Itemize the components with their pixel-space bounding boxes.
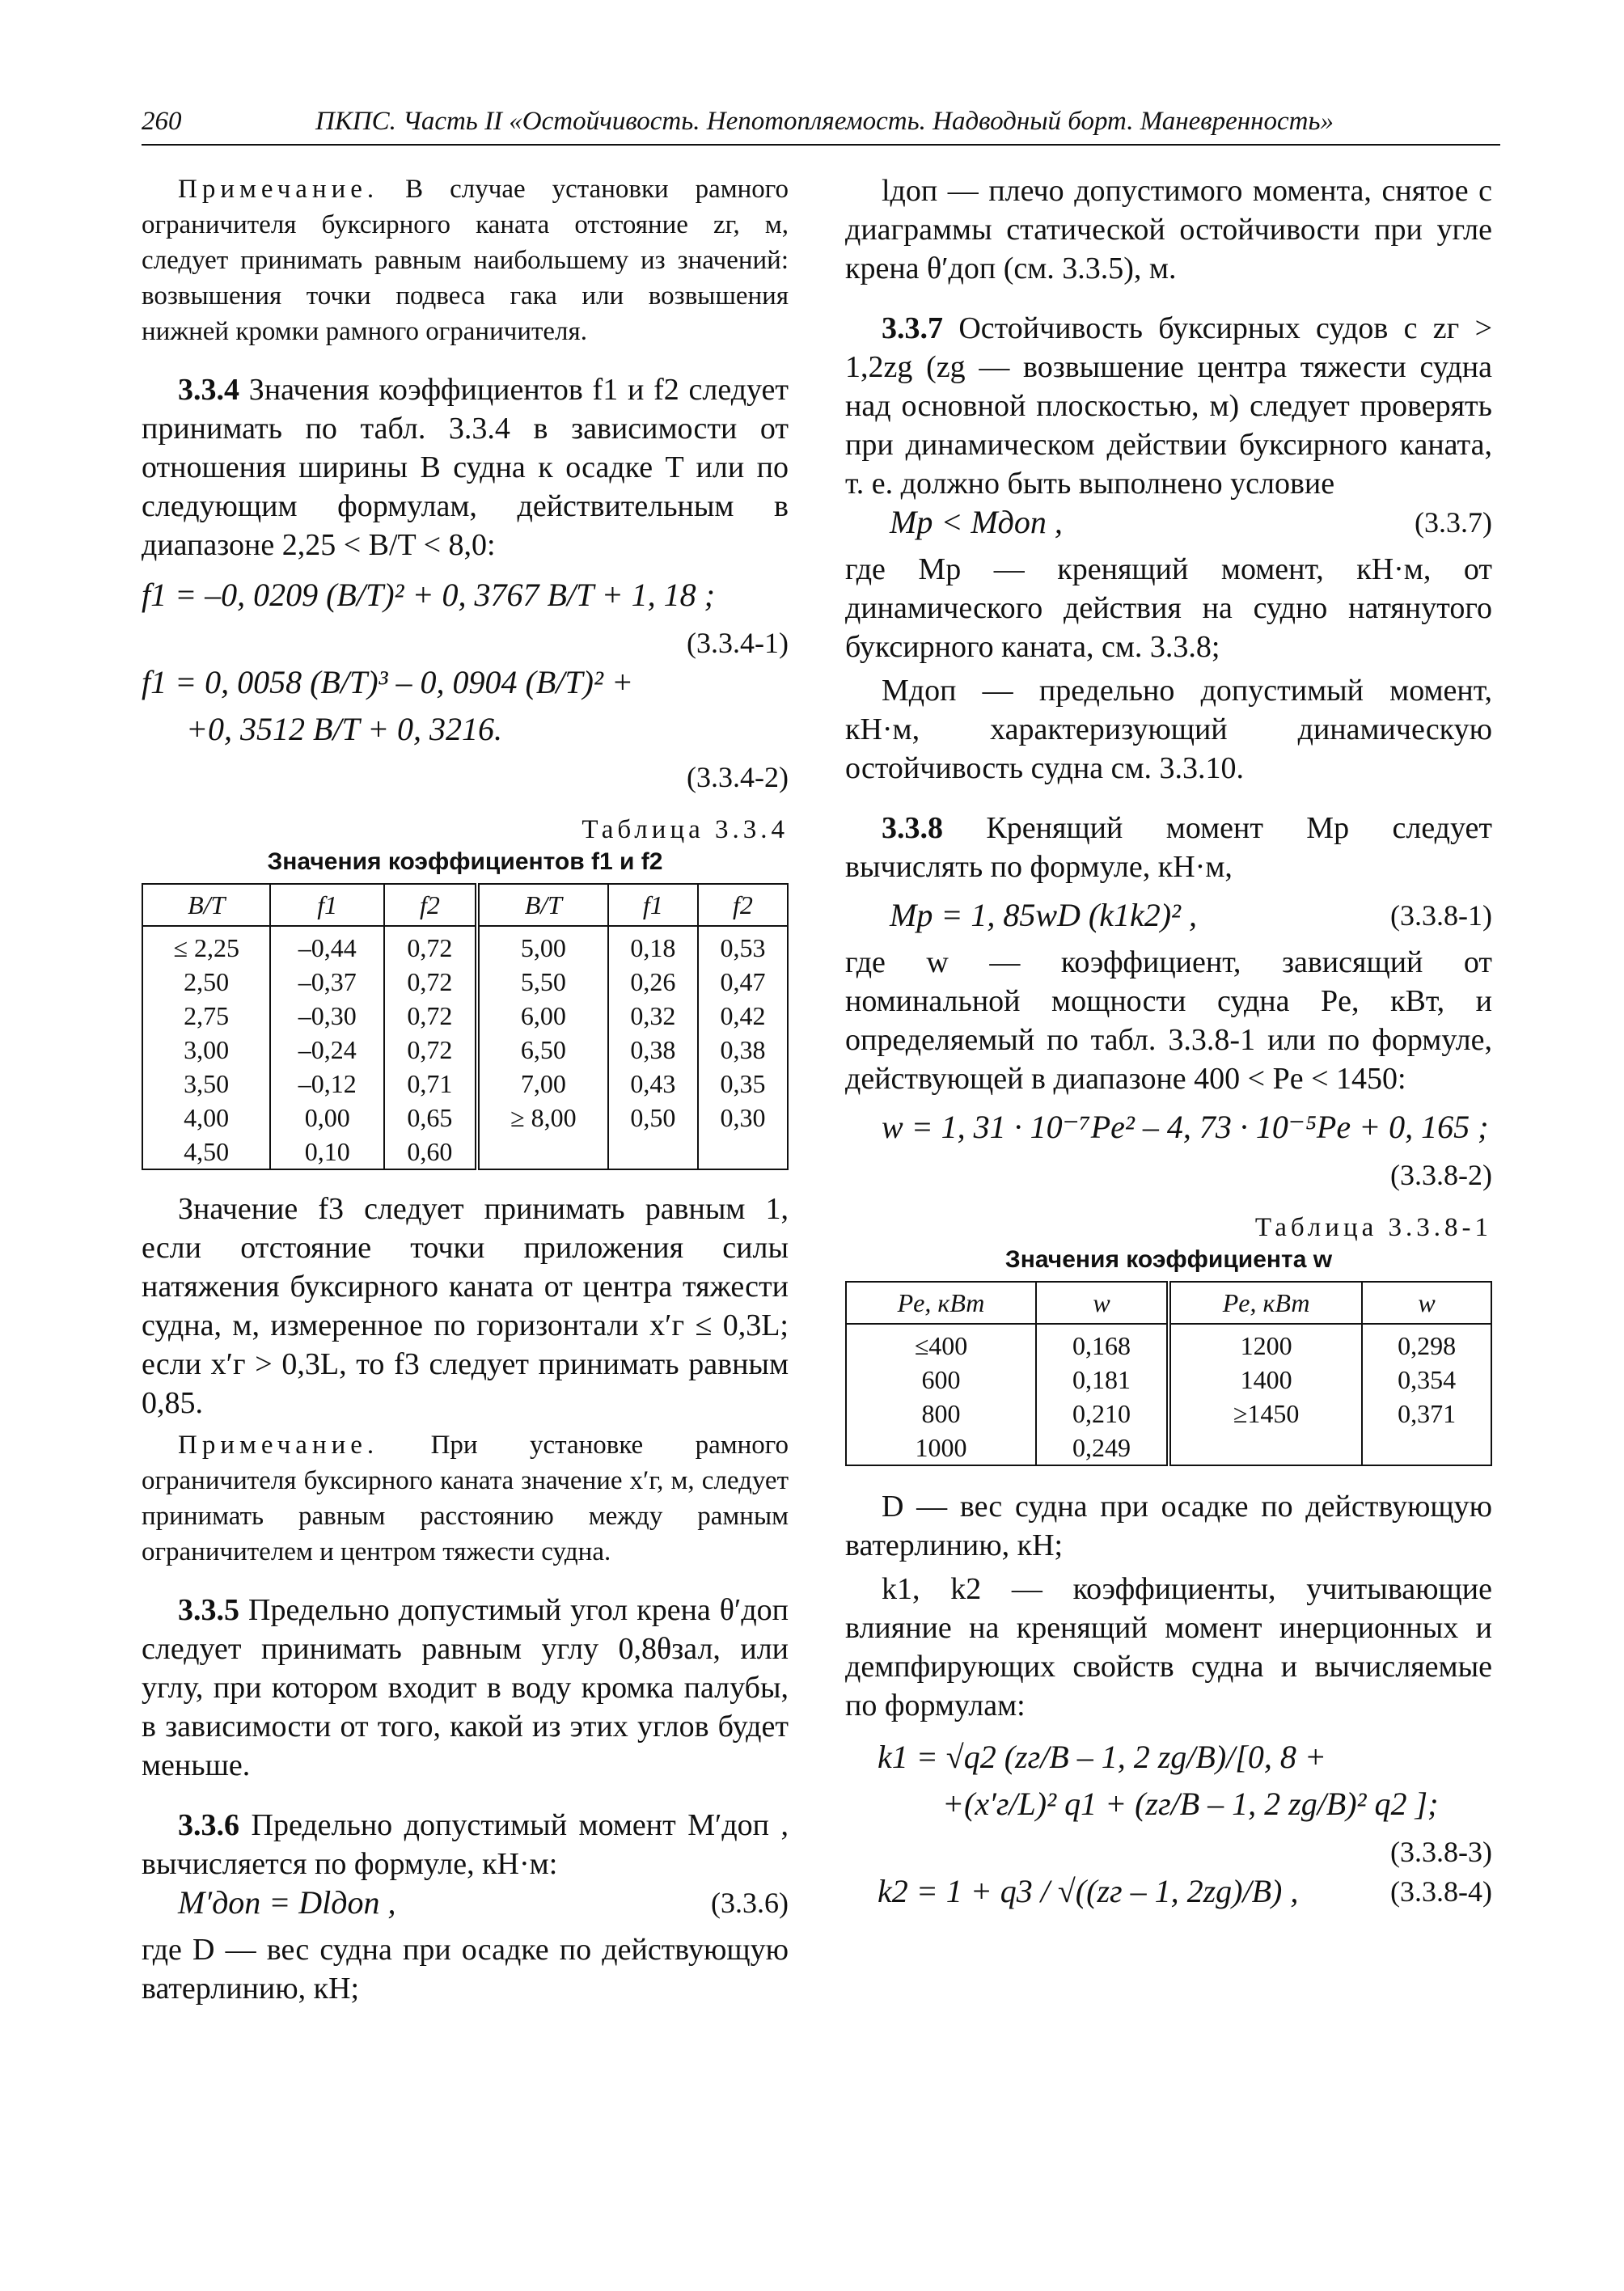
- table-row: 800 0,210 ≥1450 0,371: [846, 1397, 1491, 1431]
- table-caption: Таблица 3.3.8-1: [1254, 1213, 1492, 1242]
- table-header: Pе, кВт: [846, 1282, 1036, 1324]
- formula-3-3-4-1: f1 = –0, 0209 (B/T)² + 0, 3767 B/T + 1, 18 ;: [142, 577, 715, 613]
- left-column: [142, 171, 789, 2008]
- page-header: [142, 104, 1500, 146]
- w-coefficient-table: [845, 1281, 1492, 1466]
- section-3-3-6: 3.3.6 Предельно допустимый момент M′доп , вычисляется по формуле, кН·м:: [142, 1808, 789, 1881]
- table-header: B/T: [142, 884, 270, 926]
- table-row: 3,00 –0,24 0,72 6,50 0,38 0,38: [142, 1033, 788, 1067]
- formula-3-3-6: M′доп = Dlдоп , (3.3.6): [178, 1884, 789, 1921]
- section-3-3-7: 3.3.7 Остойчивость буксирных судов с zг > 1,2zg (zg — возвышение центра тяжести судна над основной плоскостью, м) следует проверять при динамическом действии буксирного каната, т. е. должно быть выполнено условие: [845, 311, 1493, 501]
- table-row: 4,00 0,00 0,65 ≥ 8,00 0,50 0,30: [142, 1101, 788, 1135]
- table-header: f2: [698, 884, 788, 926]
- formula-3-3-8-3-line2: +(x′г/L)² q1 + (zг/B – 1, 2 zg/B)² q2 ];: [942, 1786, 1439, 1822]
- table-row: ≤400 0,168 1200 0,298: [846, 1324, 1491, 1363]
- section-3-3-8: 3.3.8 Кренящий момент Mр следует вычислять по формуле, кН·м,: [845, 811, 1492, 884]
- right-column: [845, 171, 1492, 1919]
- formula-3-3-7: Mр < Mдоп , (3.3.7): [890, 504, 1492, 540]
- formula-number-3-3-8-2: (3.3.8-2): [1390, 1159, 1492, 1191]
- table-title: Значения коэффициента w: [1004, 1246, 1333, 1273]
- running-title: ПКПС. Часть II «Остойчивость. Непотопляемость. Надводный борт. Маневренность»: [315, 107, 1334, 136]
- mp-definition: где Mр — кренящий момент, кН·м, от динамического действия на судно натянутого буксирного каната, см. 3.3.8;: [845, 552, 1492, 664]
- note-2: Примечание. При установке рамного ограничителя буксирного каната значение x′г, м, следует принимать равным расстоянию между рамным ограничителем и центром тяжести судна.: [142, 1431, 789, 1566]
- formula-3-3-8-3-line1: k1 = √q2 (zг/B – 1, 2 zg/B)/[0, 8 +: [878, 1739, 1326, 1775]
- ldop-definition: lдоп — плечо допустимого момента, снятое с диаграммы статической остойчивости при угле крена θ′доп (см. 3.3.5), м.: [845, 174, 1492, 285]
- note-1: Примечание. В случае установки рамного ограничителя буксирного каната отстояние zг, м, следует принимать равным наибольшему из значений: возвышения точки подвеса гака или возвышения нижней кромки рамного ограничителя.: [142, 175, 789, 346]
- formula-3-3-4-2-line1: f1 = 0, 0058 (B/T)³ – 0, 0904 (B/T)² +: [142, 664, 633, 700]
- table-header: w: [1362, 1282, 1491, 1324]
- table-header: f2: [384, 884, 477, 926]
- k-definition: k1, k2 — коэффициенты, учитывающие влияние на кренящий момент инерционных и демпфирующих свойств судна и вычисляемые по формулам:: [845, 1572, 1492, 1722]
- table-header: f1: [608, 884, 698, 926]
- table-row: 2,50 –0,37 0,72 5,50 0,26 0,47: [142, 965, 788, 999]
- formula-number-3-3-8-3: (3.3.8-3): [1390, 1836, 1492, 1868]
- formula-3-3-8-1: Mр = 1, 85wD (k1k2)² , (3.3.8-1): [890, 897, 1492, 933]
- w-definition: где w — коэффициент, зависящий от номинальной мощности судна Pе, кВт, и определяемый по табл. 3.3.8-1 или по формуле, действующей в диапазоне 400 < Pе < 1450:: [845, 945, 1492, 1096]
- coefficients-table: [142, 883, 789, 1170]
- formula-number-3-3-4-2: (3.3.4-2): [687, 761, 789, 793]
- table-row: ≤ 2,25 –0,44 0,72 5,00 0,18 0,53: [142, 926, 788, 965]
- formula-3-3-8-4: k2 = 1 + q3 / √((zг – 1, 2zg)/B) , (3.3.8-4): [878, 1873, 1492, 1909]
- section-3-3-5: 3.3.5 Предельно допустимый угол крена θ′доп следует принимать равным углу 0,8θзал, или углу, при котором входит в воду кромка палубы, в зависимости от того, какой из этих углов будет меньше.: [142, 1593, 789, 1782]
- table-row: 1000 0,249: [846, 1431, 1491, 1465]
- page-number: 260: [142, 107, 182, 136]
- f3-paragraph: Значение f3 следует принимать равным 1, если отстояние точки приложения силы натяжения буксирного каната от центра тяжести судна, м, измеренное по горизонтали x′г ≤ 0,3L; если x′г > 0,3L, то f3 следует принимать равным 0,85.: [142, 1192, 789, 1420]
- d-definition: D — вес судна при осадке по действующую ватерлинию, кН;: [845, 1490, 1492, 1562]
- table-caption: Таблица 3.3.4: [582, 815, 789, 844]
- table-header: f1: [270, 884, 384, 926]
- table-header: Pе, кВт: [1169, 1282, 1362, 1324]
- formula-3-3-8-2: w = 1, 31 · 10⁻⁷Pе² – 4, 73 · 10⁻⁵Pе + 0, 165 ;: [882, 1109, 1489, 1145]
- table-header: w: [1036, 1282, 1169, 1324]
- table-row: 4,50 0,10 0,60: [142, 1135, 788, 1169]
- section-3-3-4: 3.3.4 Значения коэффициентов f1 и f2 следует принимать по табл. 3.3.4 в зависимости от отношения ширины B судна к осадке T или по следующим формулам, действительным в диапазоне 2,25 < B/T < 8,0:: [142, 373, 789, 562]
- formula-3-3-4-2-line2: +0, 3512 B/T + 0, 3216.: [186, 711, 503, 747]
- table-row: 3,50 –0,12 0,71 7,00 0,43 0,35: [142, 1067, 788, 1101]
- section-3-3-6-where: где D — вес судна при осадке по действующую ватерлинию, кН;: [142, 1933, 789, 2006]
- table-header: B/T: [477, 884, 608, 926]
- mdop-definition: Mдоп — предельно допустимый момент, кН·м, характеризующий динамическую остойчивость судна см. 3.3.10.: [845, 674, 1492, 785]
- formula-number-3-3-4-1: (3.3.4-1): [687, 627, 789, 659]
- table-row: 600 0,181 1400 0,354: [846, 1363, 1491, 1397]
- table-title: Значения коэффициентов f1 и f2: [267, 848, 663, 875]
- table-row: 2,75 –0,30 0,72 6,00 0,32 0,42: [142, 999, 788, 1033]
